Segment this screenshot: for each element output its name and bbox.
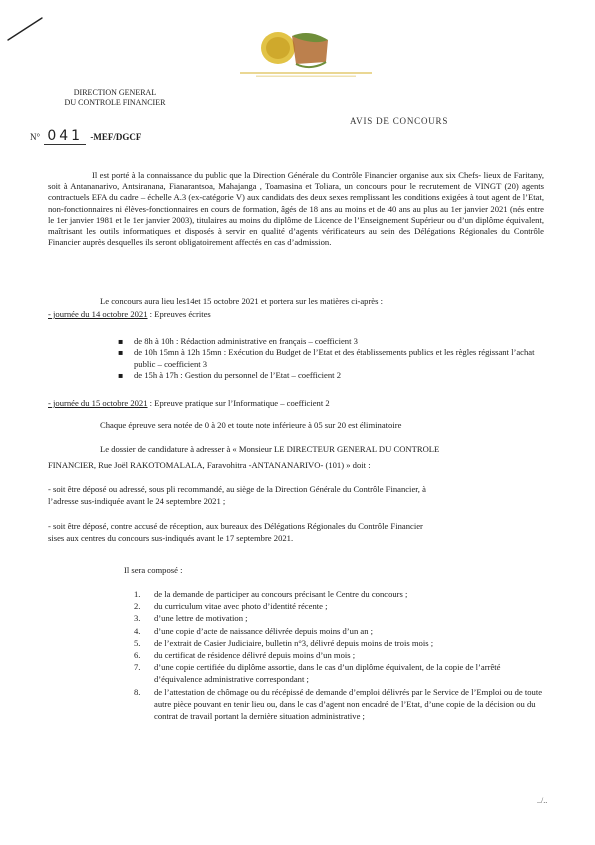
- day2-heading: [48, 398, 330, 409]
- reference-prefix: N°: [30, 132, 41, 142]
- day2-text: : Epreuve pratique sur l’Informatique – coefficient 2: [147, 398, 330, 408]
- required-documents-list: [134, 588, 544, 722]
- list-item: 4. d’une copie d’acte de naissance délivrée depuis moins d’un an ;: [134, 625, 374, 636]
- list-item: 5. de l’extrait de Casier Judiciaire, bulletin n°3, délivré depuis moins de trois mois ;: [134, 637, 434, 648]
- continuation-mark: ../..: [537, 796, 548, 805]
- submission-option-2-line-1: - soit être déposé, contre accusé de réception, aux bureaux des Délégations Régionales du Contrôle Financier: [48, 521, 423, 531]
- day1-text: : Epreuves écrites: [147, 309, 211, 319]
- direction-line-1: DIRECTION GENERAL: [73, 88, 157, 97]
- composition-lead: Il sera composé :: [124, 565, 183, 575]
- submission-option-1-line-2: l’adresse sus-indiquée avant le 24 septembre 2021 ;: [48, 496, 226, 506]
- list-item: ▪ de 10h 15mn à 12h 15mn : Exécution du Budget de l’Etat et des établissements publics et les règles régissant l’achat public – coefficient 3: [118, 347, 548, 370]
- list-item: 1. de la demande de participer au concours précisant le Centre du concours ;: [134, 589, 408, 599]
- list-item: 8. de l’attestation de chômage ou du récépissé de demande d’emploi délivrés par le Service de l’Emploi ou de toute autre pièce pouvant en tenir lieu ou, dans le cas d’agent non encadré de l’Etat, d’une copie de la décision ou du contrat de travail portant la dernière situation administrative ;: [134, 686, 543, 722]
- direction-line-2: DU CONTROLE FINANCIER: [64, 98, 166, 107]
- notice-title: AVIS DE CONCOURS: [350, 116, 449, 126]
- application-address-line-2: FINANCIER, Rue Joël RAKOTOMALALA, Faravohitra -ANTANANARIVO- (101) » doit :: [48, 460, 371, 470]
- emblem-logo: [248, 26, 338, 70]
- day1-exam-list: [118, 336, 548, 382]
- list-item: ▪ de 15h à 17h : Gestion du personnel de l’Etat – coefficient 2: [118, 370, 548, 381]
- pen-stroke-mark: [6, 14, 46, 44]
- schedule-lead: Le concours aura lieu les14et 15 octobre 2021 et portera sur les matières ci-après :: [100, 296, 384, 306]
- intro-paragraph: Il est porté à la connaissance du public que la Direction Générale du Contrôle Financier organise aux six Chefs- lieux de Faritany, soit à Antananarivo, Antsiranana, Fianarantsoa, Mahajanga , Toamasina et Toliara, un concours pour le recrutement de VINGT (20) agents contractuels EFA du cadre – échelle A.3 (ex-catégorie V) aux candidats des deux sexes remplissant les conditions exigées à tout agent de l’Etat, non-fonctionnaires ni élèves-fonctionnaires en cours de formation, âgés de 18 ans au moins et de 40 ans au plus au 1er janvier 2021 (nés entre le 1er janvier 1981 et le 1er janvier 2003), titulaires au moins du diplôme de Licence de l’Enseignement Supérieur ou d’un diplôme équivalent, maîtrisant les outils informatiques et disposés à servir en qualité d’agents vérificateurs au sein des Délégations Régionales du Contrôle Financier auprès desquelles ils seront obligatoirement affectés en cas d’admission.: [48, 170, 544, 248]
- list-item: 2. du curriculum vitae avec photo d’identité récente ;: [134, 601, 328, 612]
- reference-suffix: -MEF/DGCF: [90, 132, 142, 142]
- list-item: 6. du certificat de résidence délivré depuis moins d’un mois ;: [134, 650, 356, 661]
- list-item: 7. d’une copie certifiée du diplôme assortie, dans le cas d’un diplôme équivalent, de la copie de l’arrêté d’équivalence administrative correspondant ;: [134, 662, 501, 685]
- submission-option-1-line-1: - soit être déposé ou adressé, sous pli recommandé, au siège de la Direction Générale du Contrôle Financier, à: [48, 484, 426, 494]
- issuing-direction: [40, 88, 190, 108]
- day1-label: - journée du 14 octobre 2021: [48, 309, 148, 319]
- day1-heading: [48, 309, 211, 320]
- list-item: ▪ de 8h à 10h : Rédaction administrative en français – coefficient 3: [118, 336, 548, 347]
- submission-option-2-line-2: sises aux centres du concours sus-indiqués avant le 17 septembre 2021.: [48, 533, 294, 543]
- emblem-caption: [236, 70, 376, 78]
- list-item: 3. d’une lettre de motivation ;: [134, 613, 248, 624]
- reference-number: [30, 128, 141, 145]
- scoring-rule: Chaque épreuve sera notée de 0 à 20 et toute note inférieure à 05 sur 20 est éliminatoire: [100, 420, 402, 430]
- reference-handwritten-number: 041: [44, 128, 86, 145]
- application-address-line-1: Le dossier de candidature à adresser à « Monsieur LE DIRECTEUR GENERAL DU CONTROLE: [100, 444, 440, 454]
- day2-label: - journée du 15 octobre 2021: [48, 398, 148, 408]
